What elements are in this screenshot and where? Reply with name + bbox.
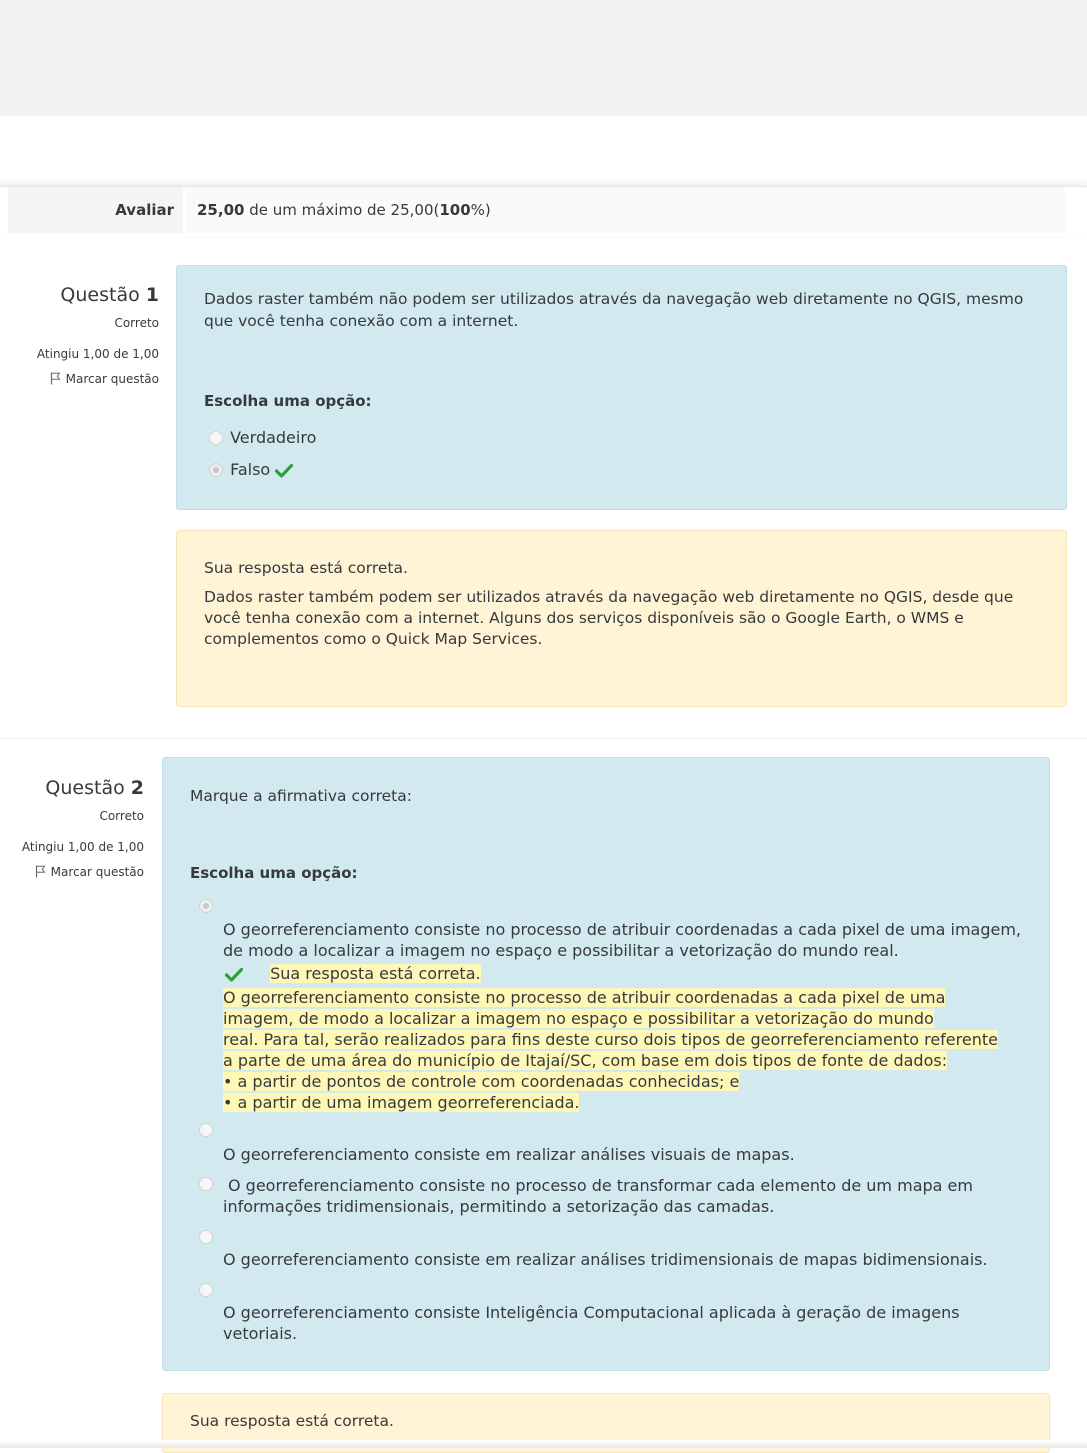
inline-feedback-line: imagem, de modo a localizar a imagem no espaço e possibilitar a vetorização do mundo: [223, 1009, 934, 1028]
option-label: O georreferenciamento consiste Inteligência Computacional aplicada à geração de imagens vetoriais.: [223, 1303, 960, 1343]
inline-feedback-line: O georreferenciamento consiste no processo de atribuir coordenadas a cada pixel de uma: [223, 988, 946, 1007]
option-label: O georreferenciamento consiste no processo de transformar cada elemento de um mapa em informações tridimensionais, permitindo a setorização das camadas.: [223, 1176, 973, 1216]
question-2-option-3-radio[interactable]: [199, 1177, 213, 1191]
option-label: O georreferenciamento consiste em realizar análises visuais de mapas.: [223, 1145, 795, 1164]
question-2-option-5-radio[interactable]: [199, 1283, 213, 1297]
question-1-grade: Atingiu 1,00 de 1,00: [36, 347, 159, 361]
question-2-info: [0, 777, 144, 881]
question-2-formulation: [162, 757, 1050, 1371]
check-icon: [225, 966, 243, 987]
grade-summary-row: [0, 186, 1087, 237]
question-2-prompt: Escolha uma opção:: [190, 864, 358, 882]
question-2-option-2-radio[interactable]: [199, 1123, 213, 1137]
question-2-text: Marque a afirmativa correta:: [190, 787, 412, 805]
grade-max-text: de um máximo de 25,00(: [244, 201, 440, 219]
question-2-option-1[interactable]: [223, 919, 1023, 961]
option-label: O georreferenciamento consiste em realizar análises tridimensionais de mapas bidimensionais.: [223, 1250, 988, 1269]
feedback-title: Sua resposta está correta.: [204, 559, 408, 577]
question-divider: [0, 738, 1087, 739]
inline-feedback-title: Sua resposta está correta.: [270, 964, 481, 983]
flag-label: Marcar questão: [65, 372, 159, 386]
question-2-option-4[interactable]: [223, 1249, 1033, 1270]
inline-feedback-line: • a partir de pontos de controle com coordenadas conhecidas; e: [223, 1072, 740, 1091]
flag-label: Marcar questão: [50, 865, 144, 879]
feedback-text: Dados raster também podem ser utilizados através da navegação web diretamente no QGIS, desde que você tenha conexão com a internet. Alguns dos serviços disponíveis são o Google Earth, o WMS e complementos como o Quick Map Services.: [204, 588, 1014, 648]
option-label: Verdadeiro: [230, 428, 317, 447]
inline-feedback-title-row: [223, 963, 1038, 987]
feedback-title: Sua resposta está correta.: [190, 1412, 394, 1430]
question-2-option-3[interactable]: [223, 1175, 1023, 1217]
question-2-option-1-radio[interactable]: [199, 899, 213, 913]
question-1-number: Questão 1: [60, 284, 159, 306]
option-label: Falso: [230, 460, 271, 479]
question-1-state: Correto: [114, 316, 159, 330]
grade-score: 25,00: [197, 201, 245, 219]
grade-percent: 100: [439, 201, 471, 219]
inline-feedback-line: real. Para tal, serão realizados para fins deste curso dois tipos de georreferenciamento referente: [223, 1030, 998, 1049]
question-1-prompt: Escolha uma opção:: [204, 392, 372, 410]
question-2-option-2[interactable]: [223, 1144, 1023, 1165]
question-1-formulation: [176, 265, 1067, 510]
question-2-inline-feedback: [223, 963, 1038, 1113]
question-2-number: Questão 2: [45, 777, 144, 799]
radio-icon[interactable]: [209, 431, 223, 445]
flag-icon: [35, 865, 46, 881]
option-label: O georreferenciamento consiste no processo de atribuir coordenadas a cada pixel de uma imagem, de modo a localizar a imagem no espaço e possibilitar a vetorização do mundo real.: [223, 920, 1022, 960]
question-2-state: Correto: [99, 809, 144, 823]
radio-icon[interactable]: [209, 463, 223, 477]
question-1-text: Dados raster também não podem ser utilizados através da navegação web diretamente no QGIS, mesmo que você tenha conexão com a internet.: [204, 290, 1024, 330]
flag-icon: [50, 372, 61, 388]
question-2-grade: Atingiu 1,00 de 1,00: [21, 840, 144, 854]
bottom-scroll-edge: [0, 1440, 1087, 1448]
question-2-option-4-radio[interactable]: [199, 1230, 213, 1244]
question-1-option-1[interactable]: [209, 427, 316, 448]
grade-percent-sign: %): [470, 201, 491, 219]
question-2-option-5[interactable]: [223, 1302, 1013, 1344]
question-1-feedback: [176, 530, 1067, 707]
inline-feedback-line: a parte de uma área do município de Itajaí/SC, com base em dois tipos de fonte de dados:: [223, 1051, 948, 1070]
question-1-info: [10, 284, 159, 388]
question-2-flag-link[interactable]: [0, 865, 144, 881]
question-1-option-2[interactable]: [209, 459, 293, 483]
top-header-bar: [0, 0, 1087, 116]
question-1-flag-link[interactable]: [10, 372, 159, 388]
grade-value: [185, 187, 1065, 233]
grade-label: Avaliar: [8, 187, 183, 233]
inline-feedback-line: • a partir de uma imagem georreferenciada.: [223, 1093, 580, 1112]
check-icon: [275, 462, 293, 483]
